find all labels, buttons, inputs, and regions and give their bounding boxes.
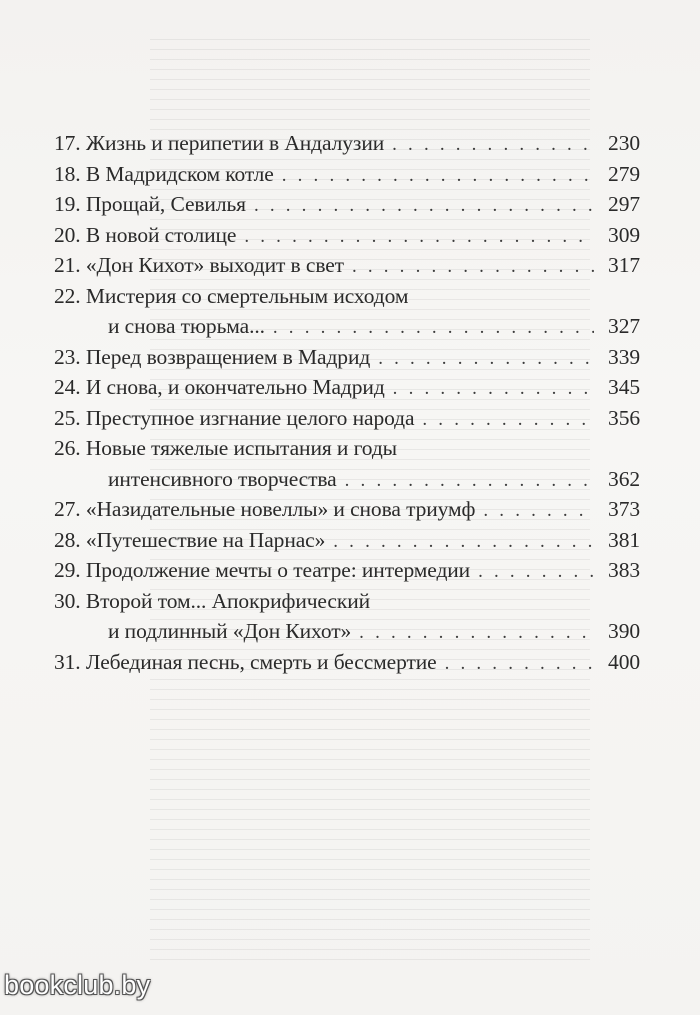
chapter-title: Прощай, Севилья <box>85 192 246 216</box>
chapter-title: интенсивного творчества <box>108 466 337 491</box>
toc-line <box>54 372 640 403</box>
toc-entry <box>54 189 640 220</box>
chapter-title: Новые тяжелые испытания и годы <box>85 436 398 460</box>
dot-leader <box>422 405 594 436</box>
toc-entry <box>54 281 640 342</box>
chapter-title: «Путешествие на Парнас» <box>85 527 326 552</box>
chapter-number: 26. <box>54 436 81 460</box>
chapter-title: Второй том... Апокрифический <box>85 588 371 613</box>
dot-leader <box>445 649 594 680</box>
chapter-number: 19. <box>54 192 81 216</box>
chapter-title: Преступное изгнание целого народа <box>85 405 415 430</box>
chapter-title: Мистерия со смертельным исходом <box>85 283 409 308</box>
chapter-title: В Мадридском котле <box>85 161 274 186</box>
page-number: 279 <box>608 161 640 186</box>
toc-line <box>54 311 640 342</box>
chapter-number: 23. <box>54 344 81 369</box>
toc-entry <box>54 220 640 251</box>
dot-leader <box>393 374 594 405</box>
toc-entry <box>54 586 640 647</box>
toc-line <box>54 189 640 220</box>
chapter-number: 22. <box>54 283 81 308</box>
page-number: 230 <box>608 131 640 155</box>
toc-entry <box>54 433 640 494</box>
toc-line <box>54 342 640 373</box>
chapter-title: «Дон Кихот» выходит в свет <box>85 253 344 277</box>
chapter-number: 25. <box>54 405 81 430</box>
chapter-title: «Назидательные новеллы» и снова триумф <box>85 497 476 521</box>
toc-entry <box>54 525 640 556</box>
watermark: bookclub.by <box>4 970 151 1000</box>
page-number: 327 <box>608 314 640 338</box>
chapter-title: Жизнь и перипетии в Андалузии <box>85 131 385 155</box>
chapter-number: 24. <box>54 375 81 399</box>
chapter-title: Перед возвращением в Мадрид <box>85 344 371 369</box>
toc-entry <box>54 128 640 159</box>
page-number: 400 <box>608 649 640 674</box>
toc-line <box>54 555 640 586</box>
chapter-title: В новой столице <box>85 222 237 247</box>
toc-line <box>54 281 640 312</box>
chapter-number: 28. <box>54 527 81 552</box>
chapter-title: и подлинный «Дон Кихот» <box>108 619 352 643</box>
toc-line <box>54 220 640 251</box>
toc-line <box>54 403 640 434</box>
toc-line <box>54 647 640 678</box>
page-number: 383 <box>608 558 640 582</box>
toc-entry <box>54 159 640 190</box>
dot-leader <box>378 344 594 375</box>
toc-line <box>54 494 640 525</box>
page-number: 356 <box>608 405 640 430</box>
chapter-number: 27. <box>54 497 81 521</box>
toc-entry <box>54 555 640 586</box>
dot-leader <box>392 130 594 161</box>
page-number: 345 <box>608 375 640 399</box>
table-of-contents <box>54 128 640 677</box>
page-number: 339 <box>608 344 640 369</box>
toc-line <box>54 586 640 617</box>
chapter-number: 29. <box>54 558 81 582</box>
dot-leader <box>345 466 594 497</box>
toc-line <box>54 250 640 281</box>
dot-leader <box>333 527 594 558</box>
toc-entry <box>54 372 640 403</box>
chapter-number: 21. <box>54 253 81 277</box>
dot-leader <box>273 313 594 344</box>
page-number: 317 <box>608 253 640 277</box>
page-number: 309 <box>608 222 640 247</box>
toc-line <box>54 464 640 495</box>
chapter-number: 31. <box>54 649 81 674</box>
toc-line <box>54 433 640 464</box>
toc-entry <box>54 647 640 678</box>
page-number: 390 <box>608 619 640 643</box>
toc-entry <box>54 403 640 434</box>
chapter-title: Продолжение мечты о театре: интермедии <box>85 558 471 582</box>
chapter-title: И снова, и окончательно Мадрид <box>85 375 385 399</box>
page-number: 373 <box>608 497 640 521</box>
toc-line <box>54 616 640 647</box>
page-number: 362 <box>608 466 640 491</box>
chapter-number: 18. <box>54 161 81 186</box>
dot-leader <box>352 252 594 283</box>
chapter-title: Лебединая песнь, смерть и бессмертие <box>85 649 437 674</box>
dot-leader <box>282 161 594 192</box>
toc-entry <box>54 342 640 373</box>
page-number: 297 <box>608 192 640 216</box>
toc-line <box>54 128 640 159</box>
toc-line <box>54 159 640 190</box>
toc-entry <box>54 250 640 281</box>
dot-leader <box>254 191 594 222</box>
chapter-number: 30. <box>54 588 81 613</box>
toc-entry <box>54 494 640 525</box>
dot-leader <box>244 222 594 253</box>
dot-leader <box>359 618 594 649</box>
toc-line <box>54 525 640 556</box>
dot-leader <box>478 557 594 588</box>
chapter-number: 17. <box>54 131 81 155</box>
chapter-number: 20. <box>54 222 81 247</box>
dot-leader <box>483 496 594 527</box>
page-number: 381 <box>608 527 640 552</box>
chapter-title: и снова тюрьма... <box>108 314 265 338</box>
